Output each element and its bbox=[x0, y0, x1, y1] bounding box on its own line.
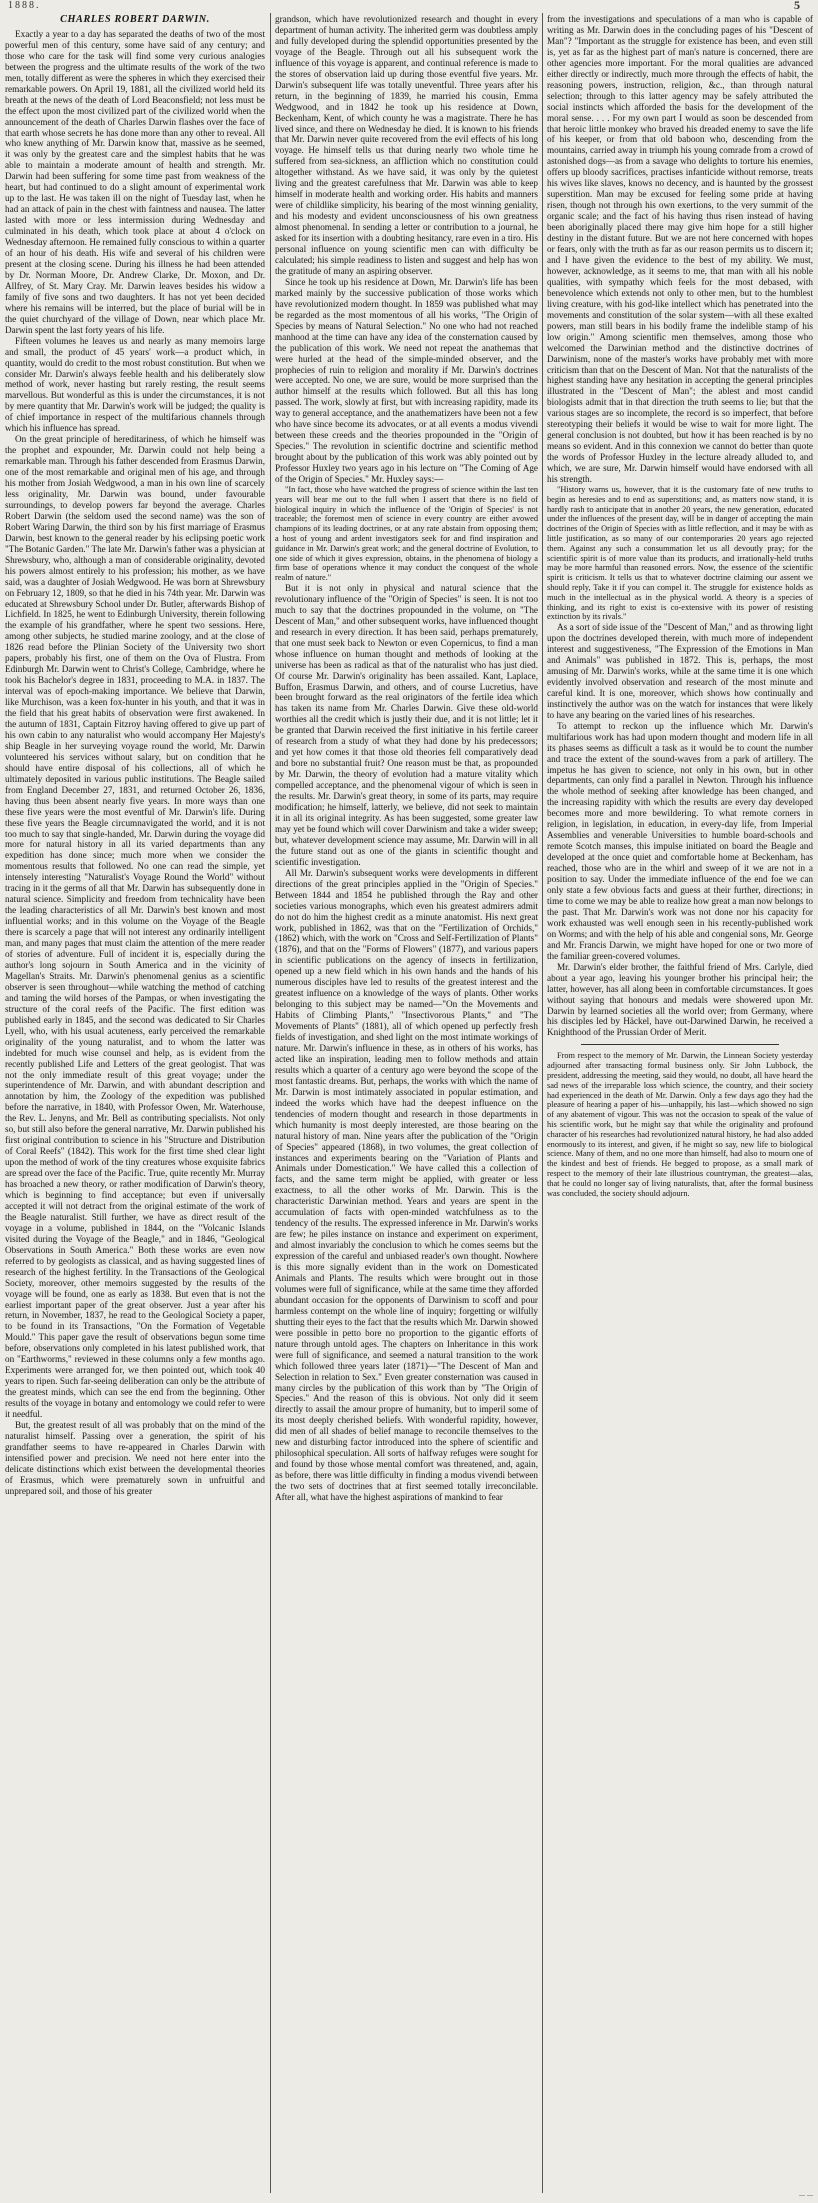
linnean-society-note: From respect to the memory of Mr. Darwin, the Linnean Society yesterday adjourned after transacting formal business only. Sir John Lubbock, the president, addressing the meeting, said they would, no doubt, all have heard the sad news of the irreparable loss which science, the country, and their society had experienced in the death of Mr. Darwin. Only a few days ago they had the pleasure of hearing a paper of his—unhappily, his last—which showed no sign of any abatement of vigour. This was not the occasion to speak of the value of his scientific work, but he might say that while the originality and profound character of his researches had revolutionized natural history, he had also added enormously to its interest, and given, if he might so say, new life to biological science. Many of them, and no one more than himself, had also to mourn one of the kindest and best of friends. He begged to propose, as a small mark of respect to the memory of their late illustrious countryman, the greatest—alas, that he could no longer say of living naturalists, that, after the formal business was concluded, the society should adjourn. bbox=[547, 1051, 813, 1198]
paragraph: from the investigations and speculations of a man who is capable of writing as Mr. Darwin does in the concluding pages of his "Descent of Man"? "Important as the struggle for existence has been, and even still is, yet as far as the highest part of man's nature is concerned, there are other agencies more important. For the moral qualities are advanced either directly or indirectly, much more through the effects of habit, the reasoning powers, instruction, religion, &c., than through natural selection; through to this latter agency may be safely attributed the social instincts which afforded the basis for the development of the moral sense. . . . For my own part I would as soon be descended from that heroic little monkey who braved his dreaded enemy to save the life of his keeper, or from that old baboon who, descending from the mountains, carried away in triumph his young comrade from a crowd of astonished dogs—as from a savage who delights to torture his enemies, offers up bloody sacrifices, practises infanticide without remorse, treats his wives like slaves, knows no decency, and is haunted by the grossest superstition. Man may be excused for feeling some pride at having risen, though not through his own exertions, to the very summit of the organic scale; and the fact of his having thus risen instead of having been aboriginally placed there may give him hope for a still higher destiny in the distant future. But we are not here concerned with hopes or fears, only with the truth as far as our reason permits us to discern it; and I have given the evidence to the best of my ability. We must, however, acknowledge, as it seems to me, that man with all his noble qualities, with sympathy which feels for the most debased, with benevolence which extends not only to other men, but to the humblest living creature, with his god-like intellect which has penetrated into the movements and constitution of the solar system—with all these exalted powers, man still bears in his bodily frame the indelible stamp of his low origin." Among scientific men themselves, among those who welcomed the Darwinian method and the distinctive doctrines of Darwinism, none of the master's works have probably met with more criticism than that on the Descent of Man. Not that the naturalists of the highest standing have any hesitation in accepting the general principles illustrated in the "Descent of Man"; the ablest and most candid biologists admit that in that direction the truth seems to lie; but that the various stages are so incomplete, the record is so imperfect, that before stereotyping their beliefs it would be wise to wait for more light. The general conclusion is not doubted, but how it has been reached is by no means so evident. And in this connexion we cannot do better than quote the words of Professor Huxley in the lecture already alluded to, and which, we are sure, Mr. Darwin himself would have endorsed with all his strength. bbox=[547, 14, 813, 485]
paragraph: As a sort of side issue of the "Descent of Man," and as throwing light upon the doctrines developed therein, with much more of independent interest and suggestiveness, "The Expression of the Emotions in Man and Animals" was published in 1872. This is, perhaps, the most amusing of Mr. Darwin's works, while at the same time it is one which evidently involved observation and research of the most minute and careful kind. It is one, moreover, which shows how continually and instinctively the author was on the watch for instances that were likely to have any bearing on the varied lines of his researches. bbox=[547, 622, 813, 720]
paragraph: grandson, which have revolutionized research and thought in every department of human activity. The inherited germ was doubtless amply and fully developed during the splendid opportunities presented by the voyage of the Beagle. Through out all his subsequent work the influence of this voyage is apparent, and continual reference is made to the stores of observation laid up during those eventful five years. Mr. Darwin's subsequent life was totally uneventful. Three years after his return, in the beginning of 1839, he married his cousin, Emma Wedgwood, and in 1842 he took up his residence at Down, Beckenham, Kent, of which county he was a magistrate. There he has lived since, and there on Wednesday he died. It is known to his friends that Mr. Darwin never quite recovered from the evil effects of his long voyage. He himself tells us that during nearly two whole time he suffered from sea-sickness, an affliction which no constitution could altogether withstand. As we have said, it was only by the quietest living and the greatest carefulness that Mr. Darwin was able to keep himself in moderate health and working order. His habits and manners were of childlike simplicity, his bearing of the most winning geniality, and his modesty and evident unconsciousness of his own greatness almost phenomenal. In sending a letter or contribution to a journal, he asked for its insertion with a doubting hesitancy, rare even in a tiro. His personal influence on young scientific men can with difficulty be calculated; his simple readiness to listen and suggest and help has won the gratitude of many an aspiring observer. bbox=[275, 14, 538, 276]
quoted-passage: "In fact, those who have watched the progress of science within the last ten years will bear me out to the full when I assert that there is no field of biological inquiry in which the influence of the 'Origin of Species' is not traceable; the foremost men of science in every country are either avowed champions of its leading doctrines, or at any rate abstain from opposing them; a host of young and ardent investigators seek for and find inspiration and guidance in Mr. Darwin's great work; and the general doctrine of Evolution, to one side of which it gives expression, obtains, in the phenomena of biology a firm base of operations whence it may conduct the conquest of the whole realm of nature." bbox=[275, 484, 538, 583]
paragraph: Exactly a year to a day has separated the deaths of two of the most powerful men of this century, some have said of any century; and those who care for the task will find some very curious analogies between the progress and the ultimate results of the work of the two men, totally different as were the spheres in which they exercised their remarkable powers. On April 19, 1881, all the civilized world held its breath at the news of the death of Lord Beaconsfield; not less must be the effect upon the most civilized part of the civilized world when the announcement of the death of Charles Darwin flashes over the face of that earth whose secrets he has done more than any other to reveal. All who knew anything of Mr. Darwin know that, massive as he seemed, it was only by the greatest care and the simplest habits that he was able to maintain a moderate amount of health and strength. Mr. Darwin had been suffering for some time past from weakness of the heart, but had continued to do a slight amount of experimental work up to the last. He was taken ill on the night of Tuesday last, when he had an attack of pain in the chest with faintness and nausea. The latter lasted with more or less intermission during Wednesday and culminated in his death, which took place at about 4 o'clock on Wednesday afternoon. He remained fully conscious to within a quarter of an hour of his death. His wife and several of his children were present at the closing scene. During his illness he had been attended by Dr. Norman Moore, Dr. Andrew Clarke, Dr. Moxon, and Dr. Allfrey, of St. Mary Cray. Mr. Darwin leaves besides his widow a family of five sons and two daughters. It has not yet been decided where his remains will be interred, but the place of burial will be in the quiet churchyard of the village of Down, near which place Mr. Darwin spent the last forty years of his life. bbox=[5, 28, 265, 335]
paragraph: Since he took up his residence at Down, Mr. Darwin's life has been marked mainly by the successive publication of those works which have revolutionized modern thought. In 1859 was published what may be regarded as the most momentous of all his works, "The Origin of Species by means of Natural Selection." No one who had not reached manhood at the time can have any idea of the consternation caused by the publication of this work. We need not repeat the anathemas that were hurled at the head of the simple-minded observer, and the prophecies of ruin to religion and morality if Mr. Darwin's doctrines were accepted. No one, we are sure, would be more surprised than the author himself at the results which followed. But all this has long passed. The work, slowly at first, but with increasing rapidity, made its way to general acceptance, and the anathematizers have been not a few who have since become its advocates, or at all events a modus vivendi between these creeds and the theories propounded in the "Origin of Species." The revolution in scientific doctrine and scientific method brought about by the publication of this work was ably pointed out by Professor Huxley two years ago in his lecture on "The Coming of Age of the Origin of Species." Mr. Huxley says:— bbox=[275, 276, 538, 485]
article-column-1 bbox=[5, 14, 265, 2196]
page-number: 5 bbox=[794, 0, 800, 12]
paragraph: Fifteen volumes he leaves us and nearly as many memoirs large and small, the product of 45 years' work—a product which, in quantity, would do credit to the most robust constitution. But when we consider Mr. Darwin's always feeble health and his deliberately slow method of work, never hasting but rarely resting, the result seems marvellous. But wonderful as this is under the circumstances, it is not by mere quantity that Mr. Darwin's work will be judged; the quality is of chief importance in respect of the multifarious channels through which his influence has spread. bbox=[5, 335, 265, 434]
quoted-passage: "History warns us, however, that it is the customary fate of new truths to begin as heresies and to end as superstitions; and, as matters now stand, it is hardly rash to anticipate that in another 20 years, the new generation, educated under the influences of the present day, will be in danger of accepting the main doctrines of the Origin of Species with as little reflection, and it may be with as little justification, as so many of our contemporaries 20 years ago rejected them. Against any such a consummation let us all devoutly pray; for the scientific spirit is of more value than its products, and irrationally-held truths may be more harmful than reasoned errors. Now, the essence of the scientific spirit is criticism. It tells us that to whatever doctrine claiming our assent we should reply, Take it if you can compel it. The struggle for existence holds as much in the intellectual as in the physical world. A theory is a species of thinking, and its right to exist is co-extensive with its power of resisting extinction by its rivals." bbox=[547, 484, 813, 622]
page-date-fragment: 1888. bbox=[8, 0, 41, 11]
paragraph: But, the greatest result of all was probably that on the mind of the naturalist himself. Passing over a generation, the spirit of his grandfather seems to have re-appeared in Charles Darwin with intensified power and precision. We need not here enter into the delicate distinctions which exist between the developmental theories of Erasmus, which were prematurely sown in unfruitful and unprepared soil, and those of his greater bbox=[5, 1420, 265, 1496]
article-headline: CHARLES ROBERT DARWIN. bbox=[60, 14, 210, 25]
column-rule bbox=[270, 13, 271, 2193]
cropped-bottom-line: ... ... bbox=[799, 2189, 813, 2198]
paragraph: All Mr. Darwin's subsequent works were developments in different directions of the great principles applied in the "Origin of Species." Between 1844 and 1854 he published through the Ray and other societies various monographs, which even his greatest admirers admit do not do him the highest credit as a minute anatomist. His next great work, published in 1862, was that on the "Fertilization of Orchids," (1862) which, with the work on "Cross and Self-Fertilization of Plants" (1876), and that on the "Forms of Flowers" (1877), and various papers in scientific publications on the agency of insects in fertilization, opened up a new field which in his own hands and the hands of his numerous disciples have led to results of the greatest interest and the greatest influence on a knowledge of the ways of plants. Other works belonging to this subject may be named—"On the Movements and Habits of Climbing Plants," "Insectivorous Plants," and "The Movements of Plants" (1881), all of which opened up perfectly fresh fields of investigation, and shed light on the most intimate workings of nature. Mr. Darwin's influence in these, as in others of his works, has acted like an inspiration, leading men to follow methods and attain results which a quarter of a century ago were beyond the scope of the most fantastic dreams. But, perhaps, the works with which the name of Mr. Darwin is most intimately associated in popular estimation, and indeed the works which have had the deepest influence on the tendencies of modern thought and research in those departments in which humanity is most deeply interested, are those bearing on the natural history of man. Nine years after the publication of the "Origin of Species" appeared (1868), in two volumes, the great collection of instances and experiments bearing on the "Variation of Plants and Animals under Domestication." We have called this a collection of facts, and the same term might be applied, with greater or less exactness, to all the other works of Mr. Darwin. This is the characteristic Darwinian method. Years and years are spent in the accumulation of facts with open-minded watchfulness as to the tendency of the results. The expressed inference in Mr. Darwin's works are few; he piles instance on instance and experiment on experiment, and almost invariably the conclusion to which he comes seems but the expression of the careful and unbiased reader's own thought. Nowhere is this more signally evident than in the work on Domesticated Animals and Plants. The results which were brought out in those volumes were full of significance, while at the same time they afforded abundant occasion for the opponents of Darwinism to scoff and pour harmless contempt on the whole line of inquiry; forgetting or wilfully shutting their eyes to the fact that the results which Mr. Darwin showed were possible in petto bore no proportion to the gigantic efforts of nature through untold ages. The chapters on Inheritance in this work were full of significance, and seemed a natural transition to the work which followed three years later (1871)—"The Descent of Man and Selection in relation to Sex." Even greater consternation was caused in many circles by the publication of this work than by "The Origin of Species." And the reason of this is obvious. Not only did it seem directly to assail the amour propre of humanity, but to imperil some of its most deeply cherished beliefs. With wonderful rapidity, however, did men of all shades of belief manage to reconcile themselves to the new and disturbing factor introduced into the sphere of scientific and philosophical speculation. All sorts of halfway refuges were sought for and found by those whose mental comfort was threatened, and, again, as before, there was little difficulty in finding a modus vivendi between the two sets of doctrines that at first seemed totally irreconcilable. After all, what have the highest aspirations of mankind to fear bbox=[275, 867, 538, 1503]
paragraph: Mr. Darwin's elder brother, the faithful friend of Mrs. Carlyle, died about a year ago, leaving his younger brother his principal heir; the latter, however, has all along been in comfortable circumstances. It goes without saying that honours and medals were showered upon Mr. Darwin by learned societies all the world over; from Germany, where his disciples led by Häckel, have out-Darwined Darwin, he received a Knighthood of the Prussian Order of Merit. bbox=[547, 961, 813, 1038]
paragraph: But it is not only in physical and natural science that the revolutionary influence of the "Origin of Species" is seen. It is not too much to say that the doctrines propounded in the volume, on "The Descent of Man," and other subsequent works, have influenced thought and research in every direction. It has been said, perhaps prematurely, that one must seek back to Newton or even Copernicus, to find a man whose influence on human thought and methods of looking at the universe has been as radical as that of the naturalist who has just died. Of course Mr. Darwin's originality has been assailed. Kant, Laplace, Buffon, Erasmus Darwin, and others, and of course Lucretius, have been brought forward as the real originators of the fertile idea which has taken its name from Mr. Charles Darwin. Give these old-world worthies all the credit which is justly their due, and it is not little; let it be granted that Darwin received the first initiative in his fertile career of research from a study of what they had done by his predecessors; and yet how comes it that those old theories fell comparatively dead and bore no substantial fruit? One reason must be that, as propounded by Mr. Darwin, the theory of evolution had a mature vitality which compelled acceptance, and the phenomenal vigour of which is seen in the results. Mr. Darwin's great theory, in some of its parts, may require modification; he himself, latterly, we believe, did not seek to maintain it in all its original integrity. As has been suggested, some greater law may yet be found which will cover Darwinism and take a wider sweep; but, whatever development science may assume, Mr. Darwin will in all the future stand out as one of the giants in scientific thought and scientific investigation. bbox=[275, 582, 538, 867]
column-rule bbox=[542, 13, 543, 2193]
article-column-3 bbox=[547, 14, 813, 2196]
article-column-2 bbox=[275, 14, 538, 2196]
page-top-strip bbox=[0, 0, 818, 13]
paragraph: On the great principle of hereditariness, of which he himself was the prophet and expounder, Mr. Darwin could not help being a remarkable man. Through his father descended from Erasmus Darwin, one of the most remarkable and original men of his age, and through his mother from Josiah Wedgwood, a man in his own line of scarcely less originality, Mr. Darwin was bound, under favourable surroundings, to develop powers far beyond the average. Charles Robert Darwin (the seldom used the second name) was the son of Robert Waring Darwin, the third son by his first marriage of Erasmus Darwin, best known to the general reader by his eclipsing poetic work "The Botanic Garden." The late Mr. Darwin's father was a physician at Shrewsbury, who, although a man of considerable originality, devoted his powers almost entirely to his profession; his mother, as we have said, was a daughter of Josiah Wedgwood. He was born at Shrewsbury on February 12, 1809, so that he died in his 74th year. Mr. Darwin was educated at Shrewsbury School under Dr. Butler, afterwards Bishop of Lichfield. In 1825, he went to Edinburgh University, therein following the example of his grandfather, where he spent two sessions. Here, among other subjects, he studied marine zoology, and at the close of 1826 read before the Plinian Society of the University two short papers, probably his first, one of them on the Ova of Flustra. From Edinburgh Mr. Darwin went to Christ's College, Cambridge, where he took his Bachelor's degree in 1831, proceeding to M.A. in 1837. The interval was of epoch-making importance. We believe that Darwin, like Murchison, was a keen fox-hunter in his youth, and that it was in the field that his great habits of observation were first awakened. In the autumn of 1831, Captain Fitzroy having offered to give up part of his own cabin to any naturalist who would accompany Her Majesty's ship Beagle in her surveying voyage round the world, Mr. Darwin volunteered his services without salary, but on condition that he should have entire disposal of his collections, all of which he ultimately deposited in various public institutions. The Beagle sailed from England December 27, 1831, and returned October 26, 1836, having thus been absent nearly five years. In more ways than one these five years were the most eventful of Mr. Darwin's life. During these five years the Beagle circumnavigated the world, and it is not too much to say that single-handed, Mr. Darwin during the voyage did more for natural history in all its varied departments than any expedition has done since; much more when we consider the momentous results that followed. No one can read the simple, yet intensely interesting "Naturalist's Voyage Round the World" without tracing in it the germs of all that Mr. Darwin has subsequently done in natural science. Simplicity and freedom from technicality have been the leading characteristics of all Mr. Darwin's best known and most influential works; and in this volume on the Voyage of the Beagle there is scarcely a page that will not interest any ordinarily intelligent man, and many pages that must claim the attention of the mere reader of stories of adventure. Full of incident it is, especially during the author's long sojourn in South America and in the vicinity of Magellan's Straits. Mr. Darwin's phenomenal genius as a scientific observer is seen throughout—while watching the method of catching and taming the wild horses of the Pampas, or when investigating the structure of the coral reefs of the Pacific. The first edition was published early in 1845, and the second was dedicated to Sir Charles Lyell, who, with his usual acuteness, early perceived the remarkable originality of the young naturalist, and to whom the latter was indebted for much wise counsel and help, as is evident from the recently published Life and Letters of the great geologist. That was not the only immediate result of this great voyage; under the superintendence of Mr. Darwin, and with abundant description and annotation by him, the Zoology of the expedition was published before the narrative, in 1840, with Professor Owen, Mr. Waterhouse, the Rev. L. Jenyns, and Mr. Bell as contributing specialists. Not only so, but still also before the general narrative, Mr. Darwin published his first original contribution to science in his "Structure and Distribution of Coral Reefs" (1842). This work for the first time shed clear light upon the method of work of the tiny creatures whose exquisite fabrics are spread over the face of the Pacific. True, quite recently Mr. Murray has broached a new theory, or rather modification of Darwin's theory, which is beginning to find acceptance; but even if universally accepted it will not detract from the original estimate of the work of the Beagle naturalist. Still further, we have as direct result of the voyage in a volume, published in 1844, on the "Volcanic Islands visited during the Voyage of the Beagle," and in 1846, "Geological Observations in South America." Both these works are even now referred to by geologists as classical, and as having suggested lines of research of the highest fertility. In the Transactions of the Geological Society, moreover, other memoirs suggested by the results of the voyage will be found, one as early as 1838. But even that is not the earliest important paper of the great observer. Just a year after his return, in November, 1837, he read to the Geological Society a paper, to be found in its Transactions, "On the Formation of Vegetable Mould." This paper gave the result of observations begun some time before, observations only completed in his latest published work, that on "Earthworms," reviewed in these columns only a few months ago. Experiments were arranged for, we then pointed out, which took 40 years to ripen. Such far-seeing deliberation can only be the attribute of the greatest minds, which can see the end from the beginning. Other results of the voyage in botany and entomology we could refer to were it needful. bbox=[5, 434, 265, 1420]
section-divider bbox=[581, 1044, 779, 1045]
paragraph: To attempt to reckon up the influence which Mr. Darwin's multifarious work has had upon modern thought and modern life in all its phases seems as difficult a task as it would be to count the number and trace the extent of the sound-waves from a park of artillery. The impetus he has given to science, not only in his own, but in other departments, can only find a parallel in Newton. Through his influence the whole method of seeking after knowledge has been changed, and the increasing rapidity with which the results are every day developed becomes more and more bewildering. To what remote corners in religion, in legislation, in education, in every-day life, from Imperial Assemblies and venerable Universities to humble board-schools and remote Scotch manses, this impulse initiated on board the Beagle and developed at the once quiet and comfortable home at Beckenham, has reached, those who are in the whirl and sweep of it we are not in a position to say. Under the immediate influence of the end foe we can only state a few obvious facts and guess at their further, directions; in time to come we may be able to realize how great a man now belongs to the past. That Mr. Darwin's work was not done nor his capacity for work exhausted was well enough seen in his recently-published work on Worms; and with the help of his able and congenial sons, Mr. George and Mr. Francis Darwin, we might have hoped for one or two more of the familiar green-covered volumes. bbox=[547, 720, 813, 961]
